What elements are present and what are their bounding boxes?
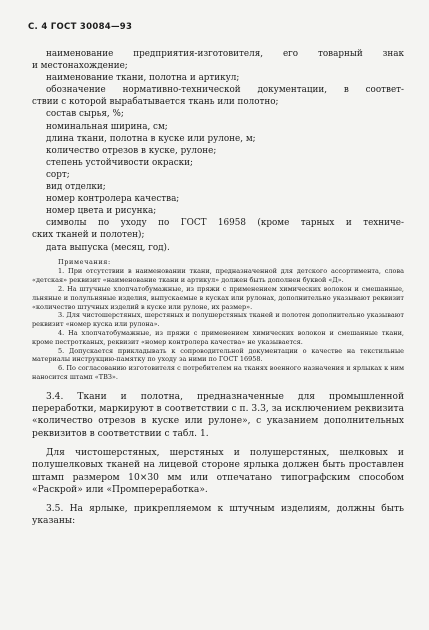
requisite-line: дата выпуска (месяц, год). bbox=[46, 242, 170, 253]
requisite-line: степень устойчивости окраски; bbox=[46, 157, 193, 168]
notes-list bbox=[32, 267, 404, 381]
requisite-line: сорт; bbox=[46, 169, 70, 180]
notes-title: Примечания: bbox=[58, 257, 111, 266]
requisite-line: наименование ткани, полотна и артикул; bbox=[46, 73, 240, 84]
requisite-line: символы по уходу по ГОСТ 16958 (кроме тарных и техниче- bbox=[46, 218, 404, 229]
requisite-line: ствии с которой вырабатывается ткань или полотно; bbox=[32, 97, 279, 108]
note-item: 1. При отсутствии в наименовании ткани, предназначенной для детского ассортимента, слова «детская» реквизит «наименование ткани и артикул» должен быть дополнен буквой «Д». bbox=[32, 267, 404, 285]
requisite-line: количество отрезов в куске, рулоне; bbox=[46, 145, 217, 156]
paragraph: 3.5. На ярлыке, прикрепляемом к штучным изделиям, должны быть указаны: bbox=[32, 504, 404, 527]
note-item: 4. На хлопчатобумажные, из пряжи с применением химических волокон и смешанные ткани, кроме пестротканых, реквизит «номер контролера качества» не указывается. bbox=[32, 328, 404, 346]
notes-block bbox=[32, 258, 404, 382]
requisites-list bbox=[32, 48, 404, 254]
paragraph: Для чистошерстяных, шерстяных и полушерстяных, шелковых и полушелковых тканей на лицевой стороне ярлыка должен быть проставлен штамп размером 10×30 мм или отпечатано типографским способом «Раскрой» или «Промпереработка». bbox=[32, 447, 404, 495]
requisite-line: ских тканей и полотен); bbox=[32, 230, 145, 241]
requisite-line: длина ткани, полотна в куске или рулоне, м; bbox=[46, 133, 256, 144]
requisite-line: номер цвета и рисунка; bbox=[46, 206, 157, 217]
note-item: 2. На штучные хлопчатобумажные, из пряжи с применением химических волокон и смешанные, льняные и полульняные изделия, выпускаемые в кусках или рулонах, дополнительно указывают реквизит «количество штучных изделий в куске или рулоне, их размер». bbox=[32, 284, 404, 311]
requisite-line: обозначение нормативно-технической документации, в соответ- bbox=[46, 85, 404, 96]
paragraphs bbox=[32, 391, 404, 528]
note-item: 3. Для чистошерстяных, шерстяных и полушерстяных тканей и полотен дополнительно указывают реквизит «номер куска или рулона». bbox=[32, 311, 404, 329]
requisite-line: номинальная ширина, см; bbox=[46, 121, 168, 132]
requisite-line: вид отделки; bbox=[46, 182, 106, 193]
requisite-line: и местонахождение; bbox=[32, 61, 128, 72]
document-body bbox=[32, 48, 404, 528]
paragraph: 3.4. Ткани и полотна, предназначенные для промышленной переработки, маркируют в соответствии с п. 3.3, за исключением реквизита «количество отрезов в куске или рулоне», с указанием дополнительных реквизитов в соответствии с табл. 1. bbox=[32, 391, 404, 439]
page-header: С. 4 ГОСТ 30084—93 bbox=[28, 22, 133, 32]
requisite-line: состав сырья, %; bbox=[46, 109, 124, 120]
note-item: 5. Допускается прикладывать к сопроводительной документации о качестве на текстильные материалы инструкцию-памятку по уходу за ними по ГОСТ 16958. bbox=[32, 346, 404, 364]
requisite-line: наименование предприятия-изготовителя, его товарный знак bbox=[46, 49, 404, 59]
requisite-line: номер контролера качества; bbox=[46, 194, 180, 205]
note-item: 6. По согласованию изготовителя с потребителем на тканях военного назначения и ярлыках к ним наносится штамп «ТВЗ». bbox=[32, 364, 404, 381]
